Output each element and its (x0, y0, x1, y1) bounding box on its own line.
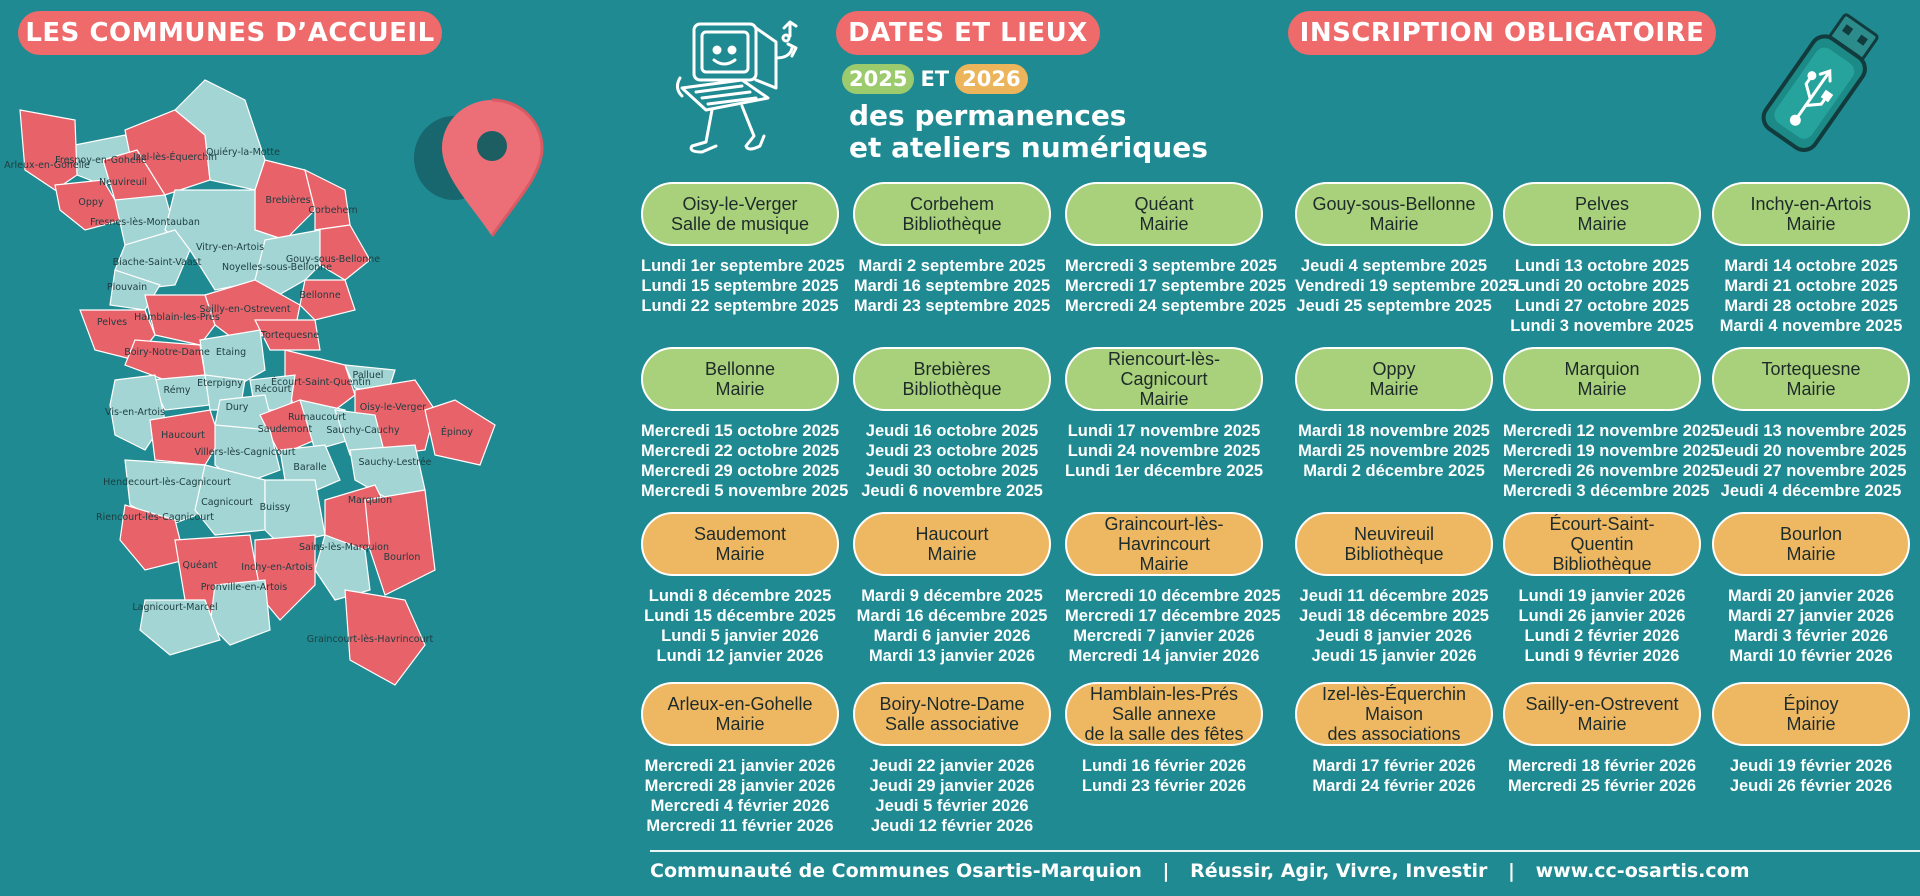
map-commune-label: Cagnicourt (201, 497, 253, 508)
session-date: Lundi 1er décembre 2025 (1065, 462, 1264, 480)
session-commune-name: Havrincourt (1117, 534, 1211, 554)
session-date: Jeudi 5 février 2026 (875, 797, 1029, 815)
session-date: Lundi 19 janvier 2026 (1518, 587, 1686, 605)
map-commune-label: Noyelles-sous-Bellonne (221, 262, 333, 273)
session-venue-pill (1712, 512, 1910, 576)
session-card (1712, 347, 1910, 501)
session-commune-name: Oisy-le-Verger (682, 194, 798, 214)
session-date: Vendredi 19 septembre 2025 (1295, 277, 1517, 295)
session-card (853, 682, 1051, 836)
session-card (1295, 682, 1493, 796)
map-region (20, 110, 77, 190)
session-dates (853, 756, 1051, 836)
session-date: Mercredi 28 janvier 2026 (644, 777, 836, 795)
footer-separator: | (1508, 860, 1515, 882)
session-venue-pill (853, 512, 1051, 576)
session-venue-name: Mairie (1139, 554, 1189, 574)
session-card (1712, 512, 1910, 666)
session-venue-name: Bibliothèque (902, 214, 1002, 234)
map-commune-label: Rumaucourt (288, 412, 346, 423)
session-date: Lundi 26 janvier 2026 (1518, 607, 1686, 625)
session-date: Jeudi 29 janvier 2026 (869, 777, 1035, 795)
session-date: Mardi 14 octobre 2025 (1724, 257, 1898, 275)
session-dates (1065, 256, 1287, 316)
session-date: Mardi 27 janvier 2026 (1727, 607, 1894, 625)
session-dates (1065, 756, 1263, 796)
session-commune-name: Inchy-en-Artois (1750, 194, 1872, 214)
session-venue-name: Bibliothèque (902, 379, 1002, 399)
session-venue-name: Mairie (1786, 214, 1836, 234)
session-date: Lundi 1er septembre 2025 (641, 257, 845, 275)
map-commune-label: Vis-en-Artois (105, 407, 165, 418)
session-date: Mercredi 18 février 2026 (1507, 757, 1697, 775)
session-dates (853, 586, 1051, 666)
session-commune-name: Marquion (1564, 359, 1640, 379)
session-venue-name: Mairie (715, 379, 765, 399)
session-venue-pill (1065, 347, 1263, 411)
session-venue-name: Mairie (1786, 379, 1836, 399)
session-commune-name: Neuvireuil (1353, 524, 1435, 544)
session-dates (1503, 756, 1701, 796)
session-date: Mardi 2 décembre 2025 (1303, 462, 1485, 480)
session-date: Mercredi 12 novembre 2025 (1503, 422, 1720, 440)
session-date: Lundi 15 septembre 2025 (641, 277, 839, 295)
session-dates (1712, 586, 1910, 666)
map-commune-label: Sauchy-Lestrée (358, 457, 432, 468)
session-date: Lundi 27 octobre 2025 (1514, 297, 1690, 315)
session-dates (1295, 586, 1493, 666)
inscription-header: INSCRIPTION OBLIGATOIRE (1288, 11, 1716, 55)
map-commune-label: Saudemont (257, 424, 313, 435)
map-commune-label: Arleux-en-Gohelle (4, 160, 90, 171)
map-commune-label: Sains-lès-Marquion (298, 542, 390, 553)
session-venue-name: Mairie (1577, 214, 1627, 234)
session-venue-name: Mairie (1786, 714, 1836, 734)
session-card (853, 347, 1051, 501)
session-dates (1065, 421, 1263, 481)
session-date: Jeudi 4 septembre 2025 (1300, 257, 1488, 275)
session-card (1065, 682, 1263, 796)
map-commune-label: Dury (225, 402, 249, 413)
session-venue-name: Salle associative (884, 714, 1020, 734)
session-date: Mardi 6 janvier 2026 (873, 627, 1031, 645)
session-commune-name: Riencourt-lès- (1107, 349, 1221, 369)
session-commune-name: Hamblain-les-Prés (1089, 684, 1239, 704)
map-commune-label: Eterpigny (197, 378, 243, 389)
map-region (125, 340, 205, 380)
session-venue-pill (641, 347, 839, 411)
session-date: Lundi 12 janvier 2026 (656, 647, 824, 665)
session-card (853, 182, 1051, 316)
subtitle-line-2: et ateliers numériques (849, 131, 1208, 164)
session-venue-pill (1295, 512, 1493, 576)
map-commune-label: Épinoy (440, 427, 474, 438)
map-commune-label: Palluel (352, 370, 384, 381)
communes-header: LES COMMUNES D’ACCUEIL (18, 11, 442, 55)
map-commune-label: Marquion (347, 495, 393, 506)
session-date: Mercredi 17 septembre 2025 (1065, 277, 1287, 295)
usb-key-icon (1760, 10, 1880, 160)
session-date: Mercredi 7 janvier 2026 (1073, 627, 1255, 645)
session-venue-pill (1065, 682, 1263, 746)
session-card (1503, 512, 1701, 666)
session-commune-name: Quentin (1570, 534, 1634, 554)
session-venue-pill (641, 182, 839, 246)
session-date: Lundi 9 février 2026 (1524, 647, 1680, 665)
session-date: Mardi 21 octobre 2025 (1724, 277, 1898, 295)
footer-divider (650, 850, 1920, 852)
map-commune-label: Fresnes-lès-Montauban (90, 217, 200, 228)
session-card (1503, 347, 1720, 501)
session-date: Jeudi 19 février 2026 (1729, 757, 1893, 775)
session-dates (641, 756, 839, 836)
map-commune-label: Bourlon (383, 552, 421, 563)
map-commune-label: Villers-lès-Cagnicourt (194, 447, 296, 458)
session-card (853, 512, 1051, 666)
session-date: Mardi 16 septembre 2025 (853, 277, 1051, 295)
session-venue-name: Mairie (715, 714, 765, 734)
session-venue-name: Maison (1364, 704, 1424, 724)
map-commune-label: Pronville-en-Artois (200, 582, 288, 593)
map-commune-label: Corbehem (308, 205, 358, 216)
session-date: Mercredi 24 septembre 2025 (1065, 297, 1287, 315)
map-commune-label: Riencourt-lès-Cagnicourt (96, 512, 214, 523)
session-date: Jeudi 23 octobre 2025 (865, 442, 1039, 460)
session-date: Mardi 24 février 2026 (1312, 777, 1476, 795)
session-card (641, 512, 839, 666)
session-date: Mercredi 15 octobre 2025 (641, 422, 840, 440)
session-date: Jeudi 20 novembre 2025 (1715, 442, 1907, 460)
map-commune-label: Graincourt-lès-Havrincourt (306, 634, 434, 645)
session-venue-pill (641, 682, 839, 746)
session-venue-name: Mairie (1786, 544, 1836, 564)
session-date: Lundi 5 janvier 2026 (661, 627, 819, 645)
session-card (641, 347, 849, 501)
session-commune-name: Pelves (1574, 194, 1630, 214)
session-date: Jeudi 22 janvier 2026 (869, 757, 1035, 775)
sessions-grid (641, 182, 1911, 847)
year-conjunction: ET (920, 67, 950, 91)
session-commune-name: Brebières (913, 359, 991, 379)
map-commune-label: Lagnicourt-Marcel (132, 602, 218, 613)
footer-motto: Réussir, Agir, Vivre, Investir (1190, 860, 1488, 882)
session-date: Mercredi 29 octobre 2025 (641, 462, 840, 480)
map-commune-label: Oisy-le-Verger (359, 402, 427, 413)
session-date: Mardi 2 septembre 2025 (858, 257, 1046, 275)
session-commune-name: Haucourt (915, 524, 989, 544)
map-commune-label: Récourt (254, 384, 292, 395)
session-dates (853, 256, 1051, 316)
session-venue-pill (1295, 182, 1493, 246)
subtitle (849, 100, 1208, 164)
computer-mascot-icon (672, 18, 822, 160)
session-date: Mercredi 11 février 2026 (646, 817, 834, 835)
map-commune-label: Etaing (215, 347, 247, 358)
session-date: Mercredi 19 novembre 2025 (1503, 442, 1720, 460)
session-venue-pill (1503, 347, 1701, 411)
session-date: Mercredi 5 novembre 2025 (641, 482, 849, 500)
session-date: Mercredi 10 décembre 2025 (1065, 587, 1281, 605)
session-date: Mardi 17 février 2026 (1312, 757, 1476, 775)
session-card (641, 682, 839, 836)
session-dates (641, 256, 845, 316)
session-venue-pill (1503, 682, 1701, 746)
session-date: Mercredi 3 décembre 2025 (1503, 482, 1710, 500)
session-venue-pill (1295, 682, 1493, 746)
session-date: Lundi 20 octobre 2025 (1514, 277, 1690, 295)
session-commune-name: Corbehem (909, 194, 995, 214)
session-date: Jeudi 6 novembre 2025 (861, 482, 1043, 500)
map-commune-label: Hamblain-les-Prés (134, 312, 220, 323)
map-commune-label: Brebières (265, 195, 311, 206)
session-date: Mercredi 17 décembre 2025 (1065, 607, 1281, 625)
session-venue-pill (641, 512, 839, 576)
session-date: Mardi 4 novembre 2025 (1719, 317, 1903, 335)
session-commune-name: Bellonne (704, 359, 776, 379)
session-commune-name: Écourt-Saint- (1549, 514, 1655, 534)
session-venue-pill (1295, 347, 1493, 411)
session-venue-name: Mairie (715, 544, 765, 564)
session-date: Lundi 8 décembre 2025 (648, 587, 832, 605)
session-date: Lundi 15 décembre 2025 (644, 607, 836, 625)
session-date: Lundi 24 novembre 2025 (1067, 442, 1261, 460)
session-commune-name: Gouy-sous-Bellonne (1312, 194, 1476, 214)
session-venue-pill (1712, 347, 1910, 411)
map-commune-label: Rémy (163, 385, 191, 396)
session-dates (1712, 256, 1910, 336)
session-venue-name: Mairie (1139, 214, 1189, 234)
session-date: Mardi 20 janvier 2026 (1727, 587, 1894, 605)
session-venue-name: Mairie (1577, 714, 1627, 734)
session-venue-pill (1712, 682, 1910, 746)
session-date: Jeudi 18 décembre 2025 (1299, 607, 1489, 625)
session-date: Mardi 3 février 2026 (1733, 627, 1889, 645)
session-date: Jeudi 25 septembre 2025 (1296, 297, 1492, 315)
session-date: Mercredi 26 novembre 2025 (1503, 462, 1720, 480)
map-commune-label: Quiéry-la-Motte (206, 147, 280, 158)
session-date: Mercredi 22 octobre 2025 (641, 442, 840, 460)
session-date: Lundi 16 février 2026 (1081, 757, 1247, 775)
map-commune-label: Oppy (78, 197, 104, 208)
session-date: Mercredi 3 septembre 2025 (1065, 257, 1277, 275)
session-date: Mardi 10 février 2026 (1729, 647, 1893, 665)
year-2025-badge: 2025 (842, 64, 914, 94)
session-venue-name: Salle de musique (670, 214, 810, 234)
session-dates (1503, 256, 1701, 336)
session-card (1503, 182, 1701, 336)
session-dates (1712, 421, 1910, 501)
session-date: Jeudi 15 janvier 2026 (1311, 647, 1477, 665)
session-commune-name: Boiry-Notre-Dame (879, 694, 1025, 714)
session-venue-name: Bibliothèque (1552, 554, 1652, 574)
session-dates (1065, 586, 1281, 666)
footer-organization: Communauté de Communes Osartis-Marquion (650, 860, 1142, 882)
session-date: Mardi 25 novembre 2025 (1298, 442, 1490, 460)
session-date: Mardi 9 décembre 2025 (861, 587, 1043, 605)
session-card (1712, 682, 1910, 796)
session-date: Lundi 17 novembre 2025 (1067, 422, 1261, 440)
session-commune-name: Arleux-en-Gohelle (667, 694, 813, 714)
map-commune-label: Fresnoy-en-Gohelle (55, 155, 147, 166)
session-date: Mercredi 25 février 2026 (1507, 777, 1697, 795)
footer-website[interactable]: www.cc-osartis.com (1535, 860, 1750, 882)
session-venue-pill (1065, 512, 1263, 576)
session-commune-name: Saudemont (693, 524, 787, 544)
map-commune-label: Écourt-Saint-Quentin (271, 377, 371, 388)
session-venue-name: des associations (1327, 724, 1461, 744)
session-date: Jeudi 8 janvier 2026 (1316, 627, 1472, 645)
map-commune-label: Tortequesne (260, 330, 320, 341)
session-venue-pill (853, 682, 1051, 746)
session-date: Mardi 16 décembre 2025 (856, 607, 1048, 625)
session-date: Jeudi 16 octobre 2025 (865, 422, 1039, 440)
map-commune-label: Inchy-en-Artois (241, 562, 313, 573)
session-date: Jeudi 11 décembre 2025 (1299, 587, 1489, 605)
map-commune-label: Plouvain (106, 282, 148, 293)
map-commune-label: Bellonne (299, 290, 341, 301)
session-date: Lundi 13 octobre 2025 (1514, 257, 1690, 275)
session-dates (1712, 756, 1910, 796)
map-commune-label: Sauchy-Cauchy (326, 425, 400, 436)
map-commune-label: Gouy-sous-Bellonne (285, 254, 381, 265)
session-dates (641, 421, 849, 501)
session-date: Lundi 23 février 2026 (1081, 777, 1247, 795)
session-dates (1295, 756, 1493, 796)
map-commune-label: Sailly-en-Ostrevent (199, 304, 291, 315)
session-date: Mercredi 4 février 2026 (650, 797, 830, 815)
session-date: Jeudi 13 novembre 2025 (1715, 422, 1907, 440)
session-venue-name: de la salle des fêtes (1084, 724, 1244, 744)
map-commune-label: Baralle (293, 462, 327, 473)
session-date: Mercredi 14 janvier 2026 (1068, 647, 1260, 665)
session-venue-pill (1065, 182, 1263, 246)
session-venue-pill (853, 347, 1051, 411)
map-commune-label: Izel-lès-Équerchin (132, 152, 218, 163)
session-venue-name: Mairie (1369, 214, 1419, 234)
session-card (1295, 182, 1517, 316)
map-commune-label: Quéant (182, 560, 218, 571)
session-card (1065, 182, 1287, 316)
session-venue-pill (853, 182, 1051, 246)
map-commune-label: Vitry-en-Artois (195, 242, 265, 253)
session-commune-name: Quéant (1134, 194, 1194, 214)
session-card (1295, 512, 1493, 666)
session-date: Lundi 3 novembre 2025 (1510, 317, 1694, 335)
session-dates (641, 586, 839, 666)
session-card (1065, 512, 1281, 666)
session-commune-name: Cagnicourt (1120, 369, 1208, 389)
session-date: Lundi 2 février 2026 (1524, 627, 1680, 645)
map-pin-icon (392, 96, 552, 246)
year-2026-badge: 2026 (955, 64, 1027, 94)
session-date: Jeudi 26 février 2026 (1729, 777, 1893, 795)
footer-separator: | (1162, 860, 1170, 882)
map-commune-label: Boiry-Notre-Dame (124, 347, 210, 358)
session-date: Mercredi 21 janvier 2026 (644, 757, 836, 775)
session-card (1295, 347, 1493, 481)
session-dates (1503, 421, 1720, 501)
session-dates (1295, 421, 1493, 481)
dates-header: DATES ET LIEUX (836, 11, 1100, 55)
session-dates (1295, 256, 1517, 316)
session-venue-pill (1503, 182, 1701, 246)
session-venue-name: Mairie (1369, 379, 1419, 399)
session-venue-pill (1712, 182, 1910, 246)
session-venue-name: Bibliothèque (1344, 544, 1444, 564)
session-card (641, 182, 845, 316)
session-commune-name: Graincourt-lès- (1104, 514, 1224, 534)
map-commune-label: Neuvireuil (98, 177, 148, 188)
session-date: Jeudi 27 novembre 2025 (1715, 462, 1907, 480)
session-venue-name: Mairie (1577, 379, 1627, 399)
session-venue-pill (1503, 512, 1701, 576)
map-commune-label: Pelves (96, 317, 128, 328)
session-date: Jeudi 12 février 2026 (870, 817, 1034, 835)
map-commune-label: Buissy (259, 502, 291, 513)
session-venue-name: Mairie (1139, 389, 1189, 409)
session-date: Mardi 28 octobre 2025 (1724, 297, 1898, 315)
session-date: Mardi 13 janvier 2026 (868, 647, 1035, 665)
session-venue-name: Mairie (927, 544, 977, 564)
session-commune-name: Épinoy (1783, 694, 1839, 714)
map-commune-label: Haucourt (161, 430, 205, 441)
session-commune-name: Sailly-en-Ostrevent (1525, 694, 1679, 714)
session-date: Jeudi 30 octobre 2025 (865, 462, 1039, 480)
session-card (1065, 347, 1263, 481)
session-date: Mardi 23 septembre 2025 (853, 297, 1051, 315)
session-dates (853, 421, 1051, 501)
map-commune-label: Biache-Saint-Vaast (112, 257, 202, 268)
session-date: Lundi 22 septembre 2025 (641, 297, 839, 315)
session-card (1503, 682, 1701, 796)
session-commune-name: Bourlon (1779, 524, 1843, 544)
year-line (842, 63, 1028, 95)
session-venue-name: Salle annexe (1111, 704, 1217, 724)
session-date: Mardi 18 novembre 2025 (1298, 422, 1490, 440)
subtitle-line-1: des permanences (849, 99, 1127, 132)
session-card (1712, 182, 1910, 336)
session-commune-name: Izel-lès-Équerchin (1321, 684, 1467, 704)
map-commune-label: Hendecourt-lès-Cagnicourt (103, 477, 231, 488)
footer (650, 860, 1920, 882)
session-date: Jeudi 4 décembre 2025 (1720, 482, 1902, 500)
session-commune-name: Oppy (1372, 359, 1416, 379)
session-commune-name: Tortequesne (1761, 359, 1861, 379)
session-dates (1503, 586, 1701, 666)
